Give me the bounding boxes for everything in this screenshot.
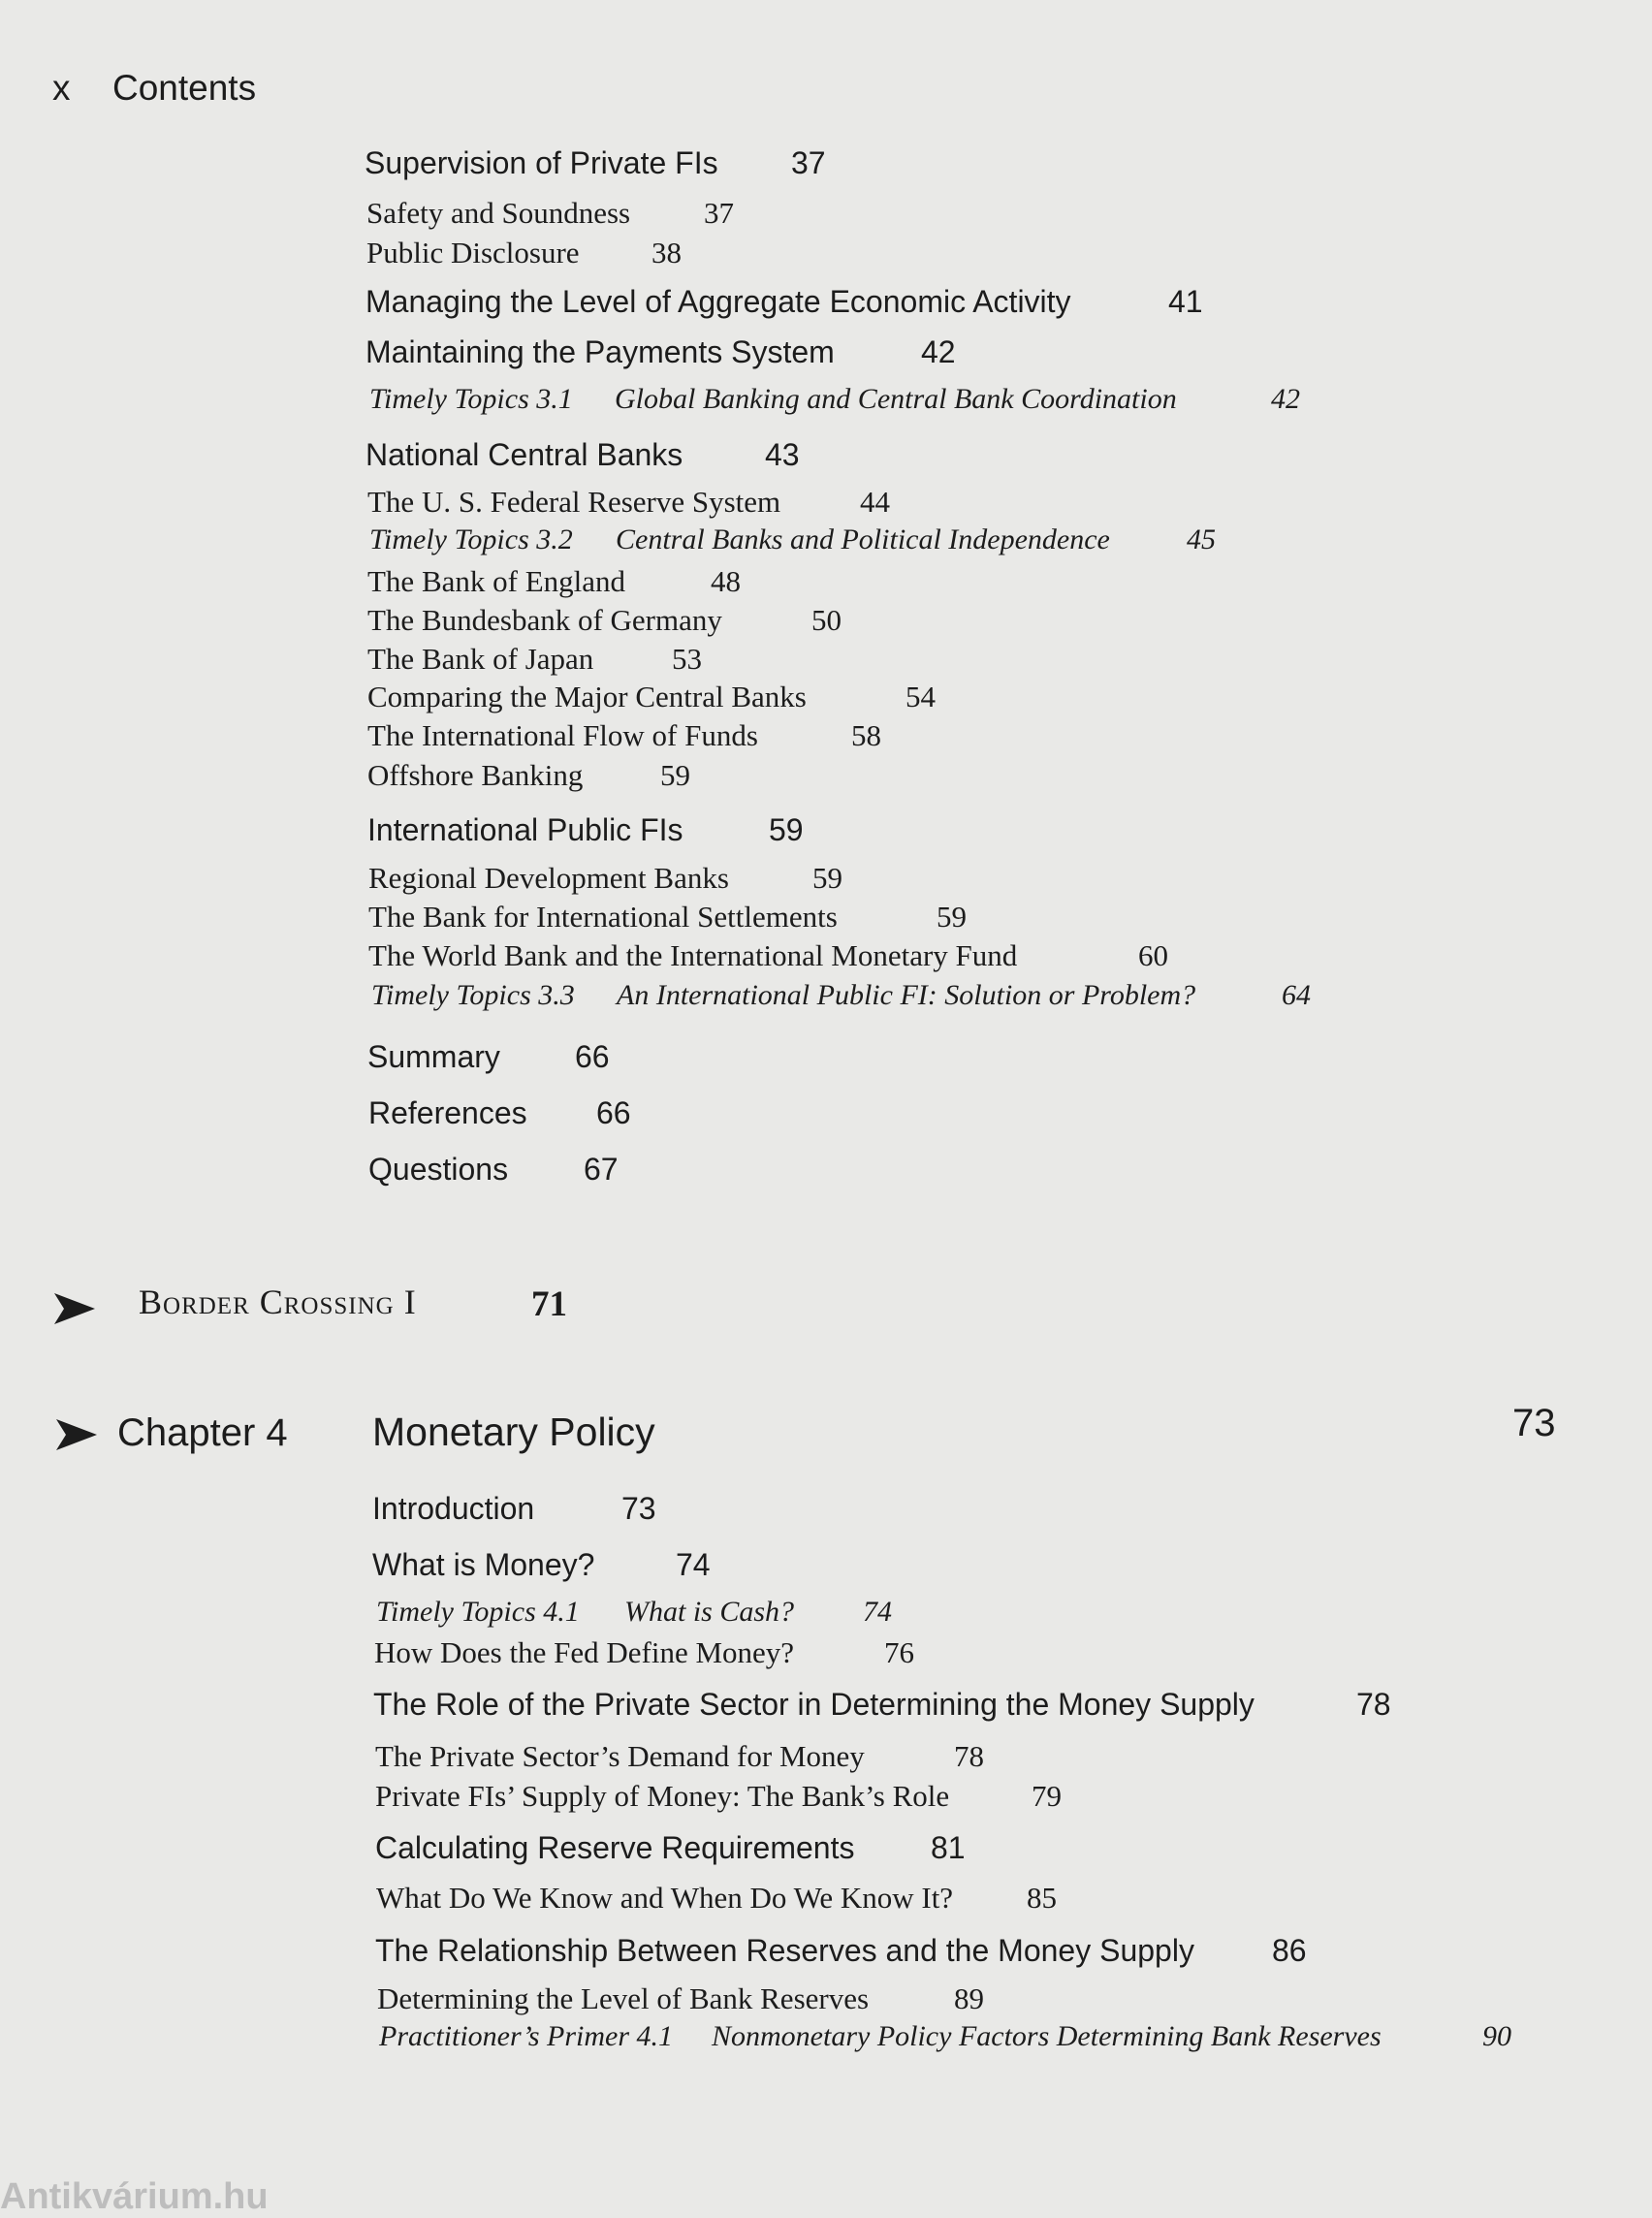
toc-entry[interactable] <box>366 236 682 270</box>
entry-title: Public Disclosure <box>366 236 580 269</box>
entry-title: The Role of the Private Sector in Determining the Money Supply <box>373 1687 1255 1722</box>
entry-page: 67 <box>584 1152 619 1187</box>
entry-title: The Relationship Between Reserves and the Money Supply <box>375 1933 1194 1968</box>
entry-page: 59 <box>660 758 690 792</box>
toc-entry[interactable] <box>375 1830 966 1866</box>
entry-title: Safety and Soundness <box>366 196 631 230</box>
toc-entry[interactable] <box>368 1095 631 1131</box>
entry-title: The International Flow of Funds <box>367 718 758 752</box>
entry-page: 74 <box>676 1547 711 1582</box>
entry-title: Maintaining the Payments System <box>365 334 835 369</box>
feature-label: Timely Topics 3.1 <box>369 383 573 415</box>
entry-title: The Bank of Japan <box>367 642 594 676</box>
entry-page: 86 <box>1272 1933 1307 1968</box>
entry-title: How Does the Fed Define Money? <box>374 1635 795 1669</box>
entry-page: 37 <box>791 145 826 180</box>
feature-label: Timely Topics 3.3 <box>371 979 575 1011</box>
entry-title: Determining the Level of Bank Reserves <box>377 1981 870 2015</box>
toc-entry[interactable] <box>367 812 804 848</box>
toc-entry[interactable] <box>368 1152 619 1188</box>
toc-entry[interactable] <box>366 196 734 231</box>
toc-entry[interactable] <box>374 1635 914 1670</box>
toc-entry[interactable] <box>375 1933 1307 1969</box>
entry-title: Private FIs’ Supply of Money: The Bank’s Role <box>375 1779 950 1813</box>
entry-page: 59 <box>937 900 967 934</box>
entry-page: 41 <box>1168 284 1203 319</box>
entry-page: 59 <box>769 812 804 847</box>
practitioners-primer-entry[interactable] <box>379 2020 1511 2053</box>
entry-page: 42 <box>1271 383 1300 415</box>
entry-page: 37 <box>704 196 734 230</box>
arrowhead-icon <box>52 1289 97 1328</box>
toc-entry[interactable] <box>367 758 690 793</box>
entry-title: Offshore Banking <box>367 758 584 792</box>
entry-page: 64 <box>1282 979 1311 1011</box>
toc-entry[interactable] <box>365 334 956 370</box>
entry-page: 89 <box>954 1981 984 2015</box>
entry-title: Supervision of Private FIs <box>365 145 718 180</box>
entry-title: What Do We Know and When Do We Know It? <box>376 1881 954 1915</box>
page-title: Contents <box>112 68 257 108</box>
feature-label: Timely Topics 4.1 <box>376 1596 580 1628</box>
entry-page: 74 <box>863 1596 892 1628</box>
arrowhead-icon <box>54 1415 99 1454</box>
toc-entry[interactable] <box>367 1039 610 1075</box>
border-crossing-page: 71 <box>531 1284 567 1324</box>
toc-entry[interactable] <box>373 1687 1391 1723</box>
entry-page: 45 <box>1187 523 1216 555</box>
toc-entry[interactable] <box>368 900 967 935</box>
toc-entry[interactable] <box>368 861 842 896</box>
entry-title: Regional Development Banks <box>368 861 729 895</box>
entry-page: 42 <box>921 334 956 369</box>
feature-label: Practitioner’s Primer 4.1 <box>379 2020 674 2052</box>
entry-title: What is Money? <box>372 1547 595 1582</box>
toc-entry[interactable] <box>375 1779 1062 1814</box>
feature-label: Timely Topics 3.2 <box>369 523 573 555</box>
entry-title: Global Banking and Central Bank Coordination <box>615 383 1177 415</box>
entry-title: The Private Sector’s Demand for Money <box>375 1739 865 1773</box>
entry-title: The World Bank and the International Monetary Fund <box>368 938 1018 972</box>
toc-entry[interactable] <box>367 642 702 677</box>
entry-title: References <box>368 1095 527 1130</box>
entry-title: Comparing the Major Central Banks <box>367 680 807 713</box>
entry-title: The U. S. Federal Reserve System <box>367 485 781 519</box>
toc-entry[interactable] <box>367 603 842 638</box>
toc-entry[interactable] <box>368 938 1168 973</box>
border-crossing-title: Border Crossing I <box>139 1283 417 1321</box>
timely-topics-entry[interactable] <box>369 383 1300 416</box>
entry-title: The Bank for International Settlements <box>368 900 838 934</box>
entry-page: 81 <box>931 1830 966 1865</box>
entry-title: What is Cash? <box>624 1596 795 1628</box>
toc-entry[interactable] <box>367 564 741 599</box>
toc-entry[interactable] <box>365 437 800 473</box>
timely-topics-entry[interactable] <box>369 523 1216 556</box>
entry-title: Calculating Reserve Requirements <box>375 1830 855 1865</box>
entry-page: 66 <box>596 1095 631 1130</box>
entry-page: 58 <box>851 718 881 752</box>
page-number: x <box>52 68 71 108</box>
entry-page: 90 <box>1482 2020 1511 2052</box>
entry-page: 53 <box>672 642 702 676</box>
entry-page: 66 <box>575 1039 610 1074</box>
entry-title: Questions <box>368 1152 509 1187</box>
toc-entry[interactable] <box>375 1739 984 1774</box>
entry-page: 48 <box>711 564 741 598</box>
entry-page: 43 <box>765 437 800 472</box>
entry-page: 85 <box>1027 1881 1057 1915</box>
entry-page: 79 <box>1032 1779 1062 1813</box>
toc-entry[interactable] <box>376 1881 1057 1916</box>
entry-title: Summary <box>367 1039 500 1074</box>
toc-entry[interactable] <box>365 145 826 181</box>
toc-entry[interactable] <box>367 718 881 753</box>
chapter-page: 73 <box>1512 1402 1556 1444</box>
entry-page: 76 <box>884 1635 914 1669</box>
entry-title: Nonmonetary Policy Factors Determining Bank Reserves <box>712 2020 1382 2052</box>
entry-page: 59 <box>812 861 842 895</box>
chapter-label: Chapter 4 <box>117 1411 288 1454</box>
entry-title: Managing the Level of Aggregate Economic Activity <box>365 284 1071 319</box>
toc-entry[interactable] <box>372 1491 656 1527</box>
timely-topics-entry[interactable] <box>371 979 1311 1012</box>
entry-page: 38 <box>651 236 682 269</box>
toc-entry[interactable] <box>372 1547 711 1583</box>
watermark: Antikvárium.hu <box>0 2176 269 2217</box>
entry-page: 78 <box>954 1739 984 1773</box>
entry-title: National Central Banks <box>365 437 683 472</box>
toc-entry[interactable] <box>367 485 890 520</box>
entry-page: 44 <box>860 485 890 519</box>
entry-title: The Bank of England <box>367 564 626 598</box>
toc-entry[interactable] <box>367 680 936 714</box>
toc-entry[interactable] <box>365 284 1203 320</box>
entry-page: 60 <box>1138 938 1168 972</box>
entry-page: 54 <box>905 680 936 713</box>
entry-page: 73 <box>621 1491 656 1526</box>
entry-title: An International Public FI: Solution or Problem? <box>617 979 1196 1011</box>
chapter-title: Monetary Policy <box>372 1410 655 1454</box>
page-header <box>52 68 256 109</box>
entry-title: Introduction <box>372 1491 535 1526</box>
entry-title: International Public FIs <box>367 812 683 847</box>
entry-page: 50 <box>811 603 842 637</box>
entry-title: Central Banks and Political Independence <box>616 523 1110 555</box>
entry-title: The Bundesbank of Germany <box>367 603 722 637</box>
timely-topics-entry[interactable] <box>376 1596 892 1629</box>
entry-page: 78 <box>1356 1687 1391 1722</box>
toc-entry[interactable] <box>377 1981 984 2016</box>
